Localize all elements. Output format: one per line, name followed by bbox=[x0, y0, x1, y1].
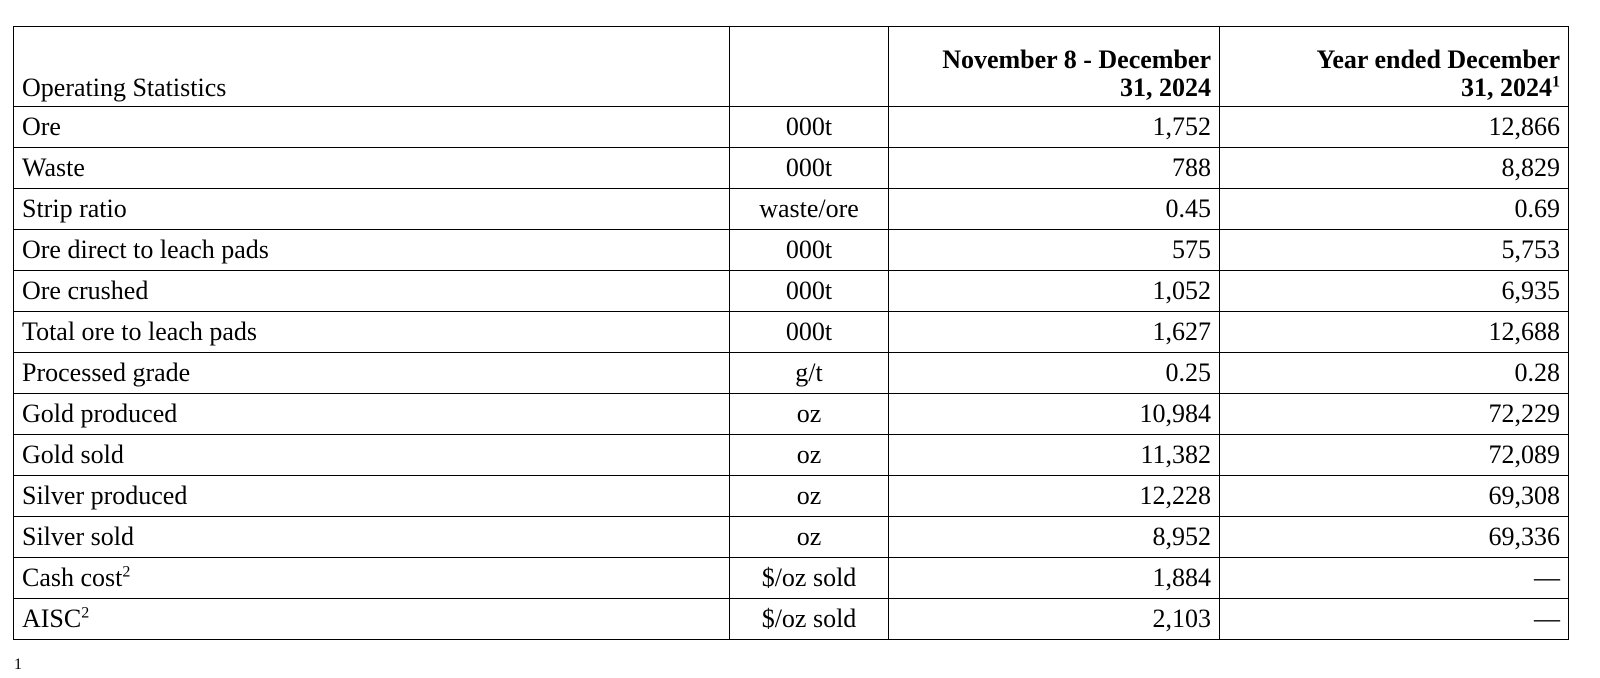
row-label-text: Gold produced bbox=[22, 399, 178, 428]
row-unit bbox=[730, 107, 889, 148]
row-value-year bbox=[1220, 353, 1569, 394]
footnote-ref: 1 bbox=[1552, 73, 1560, 91]
row-label bbox=[14, 189, 730, 230]
year-header-line1: Year ended December bbox=[1316, 45, 1560, 74]
row-value-year-text: 72,229 bbox=[1488, 399, 1560, 428]
row-unit-text: 000t bbox=[785, 153, 833, 182]
row-value-period-text: 575 bbox=[1172, 235, 1211, 264]
row-unit-text: oz bbox=[796, 481, 822, 510]
row-value-year-text: 12,688 bbox=[1488, 317, 1560, 346]
row-value-period-text: 10,984 bbox=[1139, 399, 1211, 428]
row-unit bbox=[730, 476, 889, 517]
table-row bbox=[14, 394, 1569, 435]
year-header-line2: 31, 2024 bbox=[1461, 73, 1552, 102]
row-unit bbox=[730, 271, 889, 312]
row-unit-text: g/t bbox=[795, 358, 823, 387]
row-value-year-text: — bbox=[1534, 563, 1560, 592]
row-label bbox=[14, 599, 730, 640]
row-unit bbox=[730, 353, 889, 394]
row-label bbox=[14, 353, 730, 394]
row-value-year-text: — bbox=[1534, 604, 1560, 633]
row-unit bbox=[730, 230, 889, 271]
row-value-period bbox=[889, 312, 1220, 353]
row-unit bbox=[730, 394, 889, 435]
row-value-period-text: 12,228 bbox=[1139, 481, 1211, 510]
row-unit-text: 000t bbox=[785, 235, 833, 264]
row-label-text: Strip ratio bbox=[22, 194, 127, 223]
period-header-line2: 31, 2024 bbox=[1120, 73, 1211, 102]
row-value-year-text: 69,308 bbox=[1488, 481, 1560, 510]
row-label-text: Cash cost bbox=[22, 563, 123, 592]
row-value-period bbox=[889, 271, 1220, 312]
row-label-text: Ore direct to leach pads bbox=[22, 235, 269, 264]
row-unit-text: 000t bbox=[785, 276, 833, 305]
row-value-year bbox=[1220, 394, 1569, 435]
footnote-ref: 2 bbox=[122, 563, 131, 581]
row-label bbox=[14, 148, 730, 189]
row-value-year-text: 0.28 bbox=[1514, 358, 1560, 387]
period-header-line1: November 8 - December bbox=[942, 45, 1211, 74]
row-label bbox=[14, 394, 730, 435]
row-unit bbox=[730, 189, 889, 230]
row-unit-text: $/oz sold bbox=[761, 604, 857, 633]
row-value-period bbox=[889, 107, 1220, 148]
row-value-year-text: 12,866 bbox=[1488, 112, 1560, 141]
row-unit bbox=[730, 558, 889, 599]
row-value-year-text: 72,089 bbox=[1488, 440, 1560, 469]
row-label bbox=[14, 271, 730, 312]
row-unit-text: waste/ore bbox=[759, 194, 859, 223]
row-label bbox=[14, 230, 730, 271]
row-value-year bbox=[1220, 476, 1569, 517]
row-label bbox=[14, 476, 730, 517]
row-value-period-text: 0.25 bbox=[1165, 358, 1211, 387]
table-row bbox=[14, 230, 1569, 271]
row-value-period bbox=[889, 599, 1220, 640]
row-value-year-text: 0.69 bbox=[1514, 194, 1560, 223]
table-row bbox=[14, 107, 1569, 148]
row-value-period-text: 2,103 bbox=[1152, 604, 1211, 633]
table-row bbox=[14, 476, 1569, 517]
row-value-period bbox=[889, 230, 1220, 271]
row-value-period bbox=[889, 189, 1220, 230]
table-row bbox=[14, 435, 1569, 476]
row-label-text: Silver sold bbox=[22, 522, 134, 551]
unit-column-header bbox=[730, 27, 889, 107]
table-row bbox=[14, 353, 1569, 394]
table-row bbox=[14, 189, 1569, 230]
row-value-year bbox=[1220, 312, 1569, 353]
period-column-header bbox=[889, 27, 1220, 107]
row-unit bbox=[730, 312, 889, 353]
row-label-text: Total ore to leach pads bbox=[22, 317, 257, 346]
row-value-period-text: 0.45 bbox=[1165, 194, 1211, 223]
row-unit-text: 000t bbox=[785, 112, 833, 141]
row-value-period bbox=[889, 476, 1220, 517]
row-unit bbox=[730, 599, 889, 640]
row-unit-text: oz bbox=[796, 522, 822, 551]
row-value-period-text: 1,627 bbox=[1152, 317, 1211, 346]
row-label-text: Waste bbox=[22, 153, 85, 182]
row-value-year bbox=[1220, 435, 1569, 476]
row-label bbox=[14, 558, 730, 599]
table-row bbox=[14, 558, 1569, 599]
table-header-row bbox=[14, 27, 1569, 107]
row-unit-text: oz bbox=[796, 440, 822, 469]
row-label-text: Processed grade bbox=[22, 358, 191, 387]
row-value-period bbox=[889, 435, 1220, 476]
table-title: Operating Statistics bbox=[14, 27, 730, 107]
row-value-year-text: 5,753 bbox=[1501, 235, 1560, 264]
table-row bbox=[14, 599, 1569, 640]
row-value-year bbox=[1220, 271, 1569, 312]
row-unit bbox=[730, 148, 889, 189]
footnote-ref: 2 bbox=[81, 604, 90, 622]
row-value-period-text: 8,952 bbox=[1152, 522, 1211, 551]
row-unit bbox=[730, 517, 889, 558]
row-value-year bbox=[1220, 558, 1569, 599]
row-value-year-text: 69,336 bbox=[1488, 522, 1560, 551]
row-value-period bbox=[889, 517, 1220, 558]
row-value-period bbox=[889, 558, 1220, 599]
row-label-text: Silver produced bbox=[22, 481, 188, 510]
row-value-year bbox=[1220, 107, 1569, 148]
row-value-year bbox=[1220, 148, 1569, 189]
row-value-period bbox=[889, 353, 1220, 394]
row-unit-text: 000t bbox=[785, 317, 833, 346]
row-value-period bbox=[889, 148, 1220, 189]
row-value-year bbox=[1220, 517, 1569, 558]
row-value-year bbox=[1220, 189, 1569, 230]
row-value-period-text: 788 bbox=[1172, 153, 1211, 182]
footnote-marker: 1 bbox=[14, 656, 22, 673]
row-value-period-text: 1,884 bbox=[1152, 563, 1211, 592]
row-label-text: Ore crushed bbox=[22, 276, 149, 305]
row-label bbox=[14, 517, 730, 558]
row-value-period bbox=[889, 394, 1220, 435]
table-row bbox=[14, 271, 1569, 312]
table-row bbox=[14, 148, 1569, 189]
row-label bbox=[14, 107, 730, 148]
row-value-period-text: 1,052 bbox=[1152, 276, 1211, 305]
row-value-year-text: 6,935 bbox=[1501, 276, 1560, 305]
table-row bbox=[14, 517, 1569, 558]
operating-statistics-table bbox=[13, 26, 1569, 640]
row-unit-text: oz bbox=[796, 399, 822, 428]
row-label bbox=[14, 312, 730, 353]
row-label-text: Ore bbox=[22, 112, 61, 141]
row-value-period-text: 11,382 bbox=[1140, 440, 1211, 469]
row-value-year bbox=[1220, 230, 1569, 271]
row-value-year bbox=[1220, 599, 1569, 640]
row-label bbox=[14, 435, 730, 476]
table-row bbox=[14, 312, 1569, 353]
row-value-period-text: 1,752 bbox=[1152, 112, 1211, 141]
row-unit-text: $/oz sold bbox=[761, 563, 857, 592]
year-column-header bbox=[1220, 27, 1569, 107]
row-label-text: Gold sold bbox=[22, 440, 124, 469]
row-value-year-text: 8,829 bbox=[1501, 153, 1560, 182]
row-unit bbox=[730, 435, 889, 476]
row-label-text: AISC bbox=[22, 604, 82, 633]
